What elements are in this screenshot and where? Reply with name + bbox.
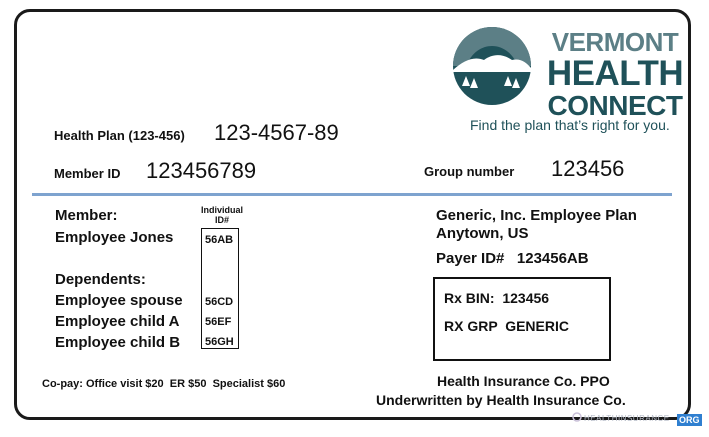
insurer-name: Health Insurance Co. PPO — [437, 373, 610, 389]
dependent-individual-id: 56EF — [205, 316, 232, 328]
group-number-label: Group number — [424, 164, 515, 179]
logo-line-health: HEALTH — [546, 54, 684, 93]
watermark-badge: ORG — [679, 415, 700, 425]
copay-info: Co-pay: Office visit $20 ER $50 Specialist $60 — [42, 378, 286, 390]
group-number-value: 123456 — [551, 156, 625, 181]
individual-id-header — [199, 205, 245, 225]
dependent-name: Employee child A — [55, 313, 180, 330]
logo-wordmark — [540, 29, 690, 120]
individual-id-header-line2: ID# — [214, 215, 229, 225]
dependent-name: Employee spouse — [55, 292, 183, 309]
member-label: Member: — [55, 207, 118, 224]
logo-tagline: Find the plan that’s right for you. — [470, 117, 670, 133]
logo-line-vermont: VERMONT — [551, 27, 679, 57]
individual-id-header-line1: Individual — [200, 205, 243, 215]
dependent-individual-id: 56GH — [205, 336, 234, 348]
dependent-individual-id: 56CD — [205, 296, 234, 308]
vermont-mountain-logo-icon — [448, 26, 536, 106]
employer-plan-name: Generic, Inc. Employee Plan — [436, 207, 637, 224]
member-id-label: Member ID — [54, 166, 121, 181]
dependents-label: Dependents: — [55, 271, 146, 288]
member-individual-id: 56AB — [205, 234, 234, 246]
rx-group: RX GRP GENERIC — [444, 318, 569, 334]
logo-line-connect: CONNECT — [547, 90, 683, 121]
member-name: Employee Jones — [55, 229, 174, 246]
dependent-name: Employee child B — [55, 334, 181, 351]
payer-id: Payer ID# 123456AB — [436, 250, 589, 267]
section-divider — [32, 193, 672, 196]
health-plan-number: 123-4567-89 — [214, 120, 339, 145]
rx-bin: Rx BIN: 123456 — [444, 290, 550, 306]
underwriter: Underwritten by Health Insurance Co. — [376, 392, 626, 408]
member-id-value: 123456789 — [146, 158, 257, 183]
watermark-text: HEALTHINSURANCE — [584, 414, 670, 423]
health-plan-label: Health Plan (123-456) — [54, 128, 185, 143]
watermark-logo-icon — [572, 412, 582, 422]
employer-location: Anytown, US — [436, 225, 529, 242]
individual-id-box — [201, 228, 239, 349]
